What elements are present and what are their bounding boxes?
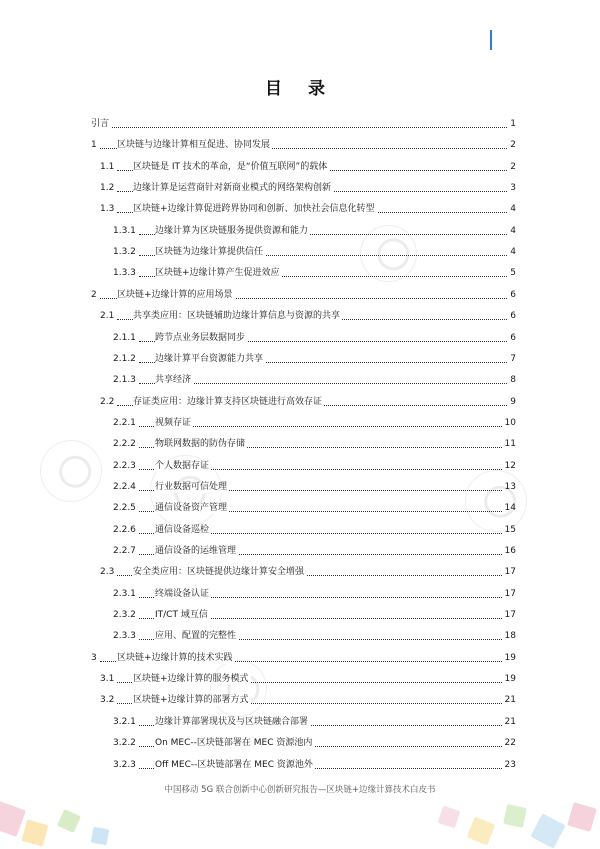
toc-entry[interactable] [91,603,516,621]
toc-entry-title: 通信设备巡检 [155,524,210,535]
toc-entry[interactable] [91,475,516,493]
toc-entry-page: 5 [510,268,516,279]
toc-entry-page: 10 [504,417,516,428]
toc-entry[interactable] [91,112,516,130]
toc-entry-page: 15 [504,524,516,535]
toc-entry-number: 2.2.7 [113,546,136,556]
toc-entry-title: 跨节点业务层数据同步 [155,332,246,343]
toc-leader-dots [112,126,507,128]
toc-entry[interactable] [91,646,516,664]
toc-entry-title: 共享类应用：区块链辅助边缘计算信息与资源的共享 [133,311,341,322]
toc-entry-page: 14 [504,503,516,514]
toc-entry-page: 4 [510,247,516,258]
toc-entry-page: 4 [510,225,516,236]
toc-entry-number: 1.3 [100,204,115,215]
toc-entry-title: 行业数据可信处理 [155,481,228,492]
toc-entry-title: 共享经济 [155,375,192,386]
toc-entry-number: 引言 [91,119,110,129]
toc-entry-title: On MEC--区块链部署在 MEC 资源池内 [155,738,313,749]
toc-entry-title: 区块链+边缘计算的部署方式 [133,695,249,706]
toc-entry-page: 19 [504,674,516,685]
toc-entry-title: 边缘计算是运营商针对新商业模式的网络架构创新 [133,183,332,194]
toc-entry-title: 边缘计算为区块链服务提供资源和能力 [155,225,309,236]
toc-entry-number: 1.3.3 [113,268,136,279]
toc-entry-number: 2.1.2 [113,353,136,364]
toc-entry-title: 存证类应用：边缘计算支持区块链进行高效存证 [133,396,323,407]
toc-entry-number: 3.1 [100,674,115,685]
toc-entry-title: 通信设备资产管理 [155,503,228,514]
toc-entry[interactable] [91,176,516,194]
toc-leader-dots [139,425,502,427]
toc-entry-number: 3 [91,652,97,663]
toc-entry-number: 2.2.1 [113,417,136,428]
toc-entry-title: 区块链+边缘计算促进跨界协同和创新、加快社会信息化转型 [133,204,375,215]
toc-entry-number: 3.2.1 [113,716,136,727]
toc-entry-number: 1 [91,140,97,151]
toc-entry[interactable] [91,582,516,600]
toc-entry-number: 2.3.1 [113,588,136,599]
toc-entry-number: 2 [91,289,97,300]
toc-entry[interactable] [91,240,516,258]
toc-entry[interactable] [91,133,516,151]
toc-entry-title: 区块链+边缘计算的服务模式 [133,674,249,685]
toc-entry-title: IT/CT 域互信 [155,610,208,621]
toc-entry[interactable] [91,496,516,514]
toc-entry[interactable] [91,454,516,472]
toc-entry-page: 19 [504,652,516,663]
toc-entry[interactable] [91,560,516,578]
toc-entry-page: 21 [504,695,516,706]
toc-entry[interactable] [91,518,516,536]
toc-entry-title: 应用、配置的完整性 [155,631,237,642]
toc-entry-page: 6 [510,289,516,300]
toc-entry[interactable] [91,283,516,301]
toc-entry[interactable] [91,667,516,685]
toc-entry-number: 3.2.3 [113,759,136,770]
toc-entry-title: 区块链+边缘计算产生促进效应 [155,268,280,279]
toc-entry-number: 3.2 [100,695,115,706]
toc-entry-page: 17 [504,567,516,578]
toc-entry-number: 2.3 [100,567,115,578]
toc-entry-page: 3 [510,183,516,194]
toc-entry-page: 2 [510,140,516,151]
toc-entry[interactable] [91,347,516,365]
toc-entry-title: 视频存证 [155,417,192,428]
toc-entry-title: 区块链+边缘计算的技术实践 [117,652,233,663]
toc-entry-page: 1 [510,119,516,129]
toc-entry[interactable] [91,539,516,557]
toc-leader-dots [139,382,507,384]
toc-entry-title: 边缘计算平台资源能力共享 [155,353,264,364]
toc-entry-page: 6 [510,311,516,322]
toc-entry-page: 21 [504,716,516,727]
page-footer: 中国移动 5G 联合创新中心创新研究报告—区块链+边缘计算技术白皮书 [164,785,436,795]
toc-entry[interactable] [91,710,516,728]
toc-entry-number: 2.3.3 [113,631,136,642]
toc-entry-number: 2.2.5 [113,503,136,514]
toc-entry[interactable] [91,432,516,450]
toc-entry-title: Off MEC--区块链部署在 MEC 资源池外 [155,759,313,770]
toc-entry-title: 物联网数据的防伪存储 [155,439,246,450]
toc-entry-page: 6 [510,332,516,343]
toc-entry-number: 1.2 [100,183,115,194]
toc-entry[interactable] [91,326,516,344]
toc-entry-number: 2.2.2 [113,439,136,450]
toc-entry-title: 终端设备认证 [155,588,210,599]
toc-entry-number: 2.1.1 [113,332,136,343]
toc-entry-number: 1.3.2 [113,247,136,258]
toc-entry[interactable] [91,624,516,642]
toc-entry-title: 区块链为边缘计算提供信任 [155,247,264,258]
toc-entry-page: 12 [504,460,516,471]
toc-entry[interactable] [91,261,516,279]
toc-entry-page: 17 [504,610,516,621]
toc-entry-page: 16 [504,546,516,556]
toc-entry-page: 7 [510,353,516,364]
toc-entry-number: 2.2.4 [113,481,136,492]
toc-entry-number: 2.2.3 [113,460,136,471]
toc-entry-page: 18 [504,631,516,642]
toc-entry-title: 区块链与边缘计算相互促进、协同发展 [117,140,271,151]
toc-entry-number: 3.2.2 [113,738,136,749]
toc-entry-number: 2.2 [100,396,115,407]
toc-entry[interactable] [91,390,516,408]
toc-entry-number: 2.3.2 [113,610,136,621]
toc-entry-title: 通信设备的运维管理 [155,546,237,556]
page-title: 目 录 [265,79,335,99]
toc-entry-page: 8 [510,375,516,386]
header-accent-bar [490,30,492,50]
toc-entry-page: 22 [504,738,516,749]
toc-entry[interactable] [91,155,516,173]
toc-entry[interactable] [91,688,516,706]
toc-entry-number: 1.1 [100,161,115,172]
toc-entry-page: 13 [504,481,516,492]
toc-entry-number: 1.3.1 [113,225,136,236]
toc-entry[interactable] [91,731,516,749]
toc-entry-title: 边缘计算部署现状及与区块链融合部署 [155,716,309,727]
toc-entry-page: 23 [504,759,516,770]
toc-entry-page: 2 [510,161,516,172]
toc-entry-title: 区块链+边缘计算的应用场景 [117,289,233,300]
toc-entry[interactable] [91,197,516,215]
toc-entry[interactable] [91,219,516,237]
toc-entry[interactable] [91,304,516,322]
toc-entry-page: 4 [510,204,516,215]
toc-entry-number: 2.1 [100,311,115,322]
toc-entry-title: 区块链是 IT 技术的革命，是“价值互联网”的载体 [133,161,328,172]
toc-entry[interactable] [91,753,516,771]
toc-entry-number: 2.2.6 [113,524,136,535]
toc-entry-title: 个人数据存证 [155,460,210,471]
toc-entry-page: 11 [504,439,516,450]
toc-entry-page: 17 [504,588,516,599]
toc-entry-page: 9 [510,396,516,407]
toc-entry[interactable] [91,411,516,429]
toc-entry-title: 安全类应用：区块链提供边缘计算安全增强 [133,567,305,578]
toc-entry-number: 2.1.3 [113,375,136,386]
toc-entry[interactable] [91,368,516,386]
